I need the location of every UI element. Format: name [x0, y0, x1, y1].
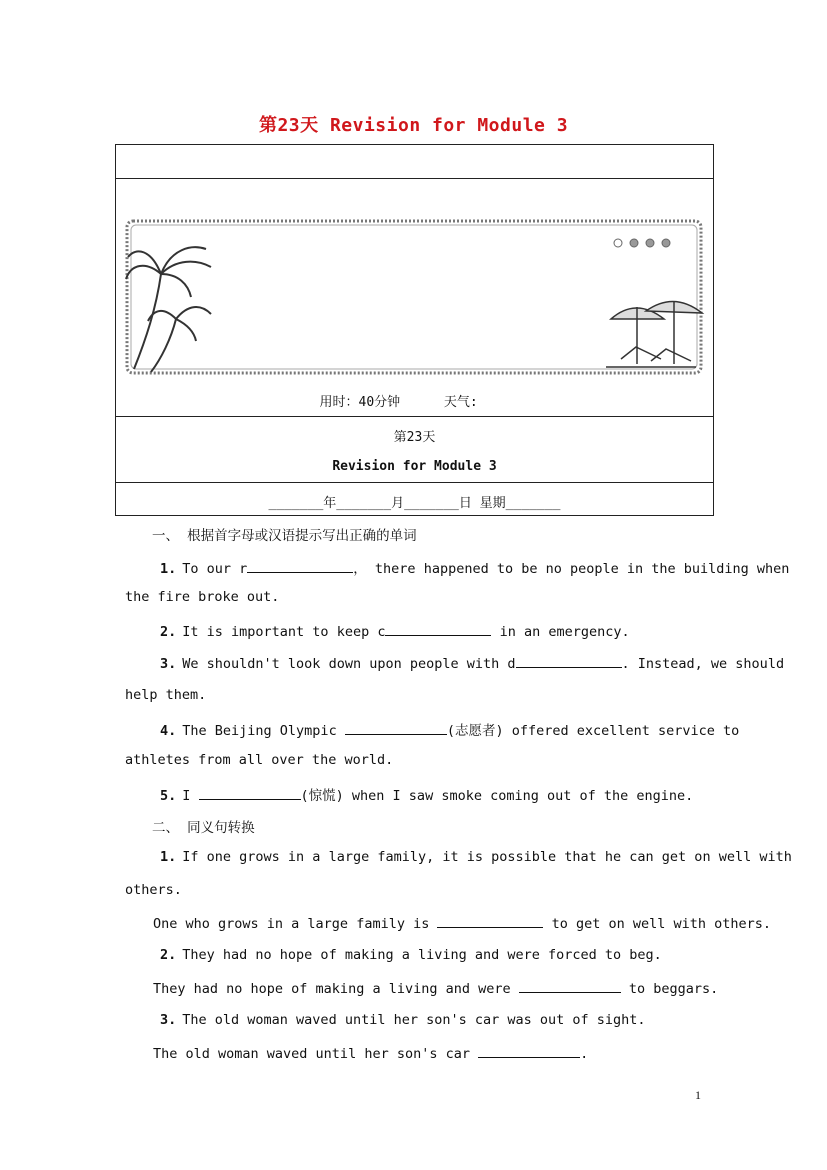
s1-item-4: 4. The Beijing Olympic (志愿者) offered excellent service to — [160, 723, 740, 739]
page-number: 1 — [695, 1088, 701, 1102]
answer-blank[interactable] — [516, 654, 622, 668]
date-line: _______年_______月_______日 星期_______ — [268, 496, 561, 511]
section1-heading: 一、 根据首字母或汉语提示写出正确的单词 — [152, 528, 417, 544]
time-weather-line — [116, 391, 713, 410]
header-day-row — [115, 416, 714, 482]
s2-item-2: 2. They had no hope of making a living and were forced to beg. — [160, 947, 662, 963]
beach-banner-illustration — [116, 179, 713, 417]
answer-blank[interactable] — [519, 979, 621, 993]
header-empty-row — [115, 144, 714, 178]
answer-blank[interactable] — [385, 622, 491, 636]
s1-item-3: 3. We shouldn't look down upon people with d . Instead, we should — [160, 656, 785, 672]
answer-blank[interactable] — [345, 721, 447, 735]
s2-item-3: 3. The old woman waved until her son's car was out of sight. — [160, 1012, 646, 1028]
time-label: 用时：40分钟 — [319, 395, 401, 410]
page-title: 第23天 Revision for Module 3 — [258, 115, 569, 136]
s2-item-1: 1. If one grows in a large family, it is possible that he can get on well with — [160, 849, 792, 865]
header-date-row — [115, 482, 714, 516]
s1-item-3-cont: help them. — [125, 687, 207, 703]
palm-tree-icon — [126, 247, 211, 372]
s1-item-2: 2. It is important to keep c in an emergency. — [160, 624, 630, 640]
s1-item-5: 5. I (惊慌) when I saw smoke coming out of the engine. — [160, 788, 694, 804]
s1-item-1: 1. To our r ， there happened to be no people in the building when — [160, 561, 790, 577]
answer-blank[interactable] — [247, 559, 353, 573]
day-label: 第23天 — [393, 430, 436, 445]
answer-blank[interactable] — [478, 1044, 580, 1058]
s1-item-1-cont: the fire broke out. — [125, 589, 280, 605]
s2-item-2-rewrite: They had no hope of making a living and were to beggars. — [153, 981, 719, 997]
section2-heading: 二、 同义句转换 — [152, 820, 255, 836]
s2-item-1-cont: others. — [125, 882, 182, 898]
header-image-row — [115, 178, 714, 416]
weather-icons — [614, 239, 670, 247]
beach-umbrella-icon — [606, 301, 702, 367]
answer-blank[interactable] — [437, 914, 543, 928]
answer-blank[interactable] — [199, 786, 301, 800]
s2-item-1-rewrite: One who grows in a large family is to get on well with others. — [153, 916, 772, 932]
weather-label: 天气: — [443, 395, 478, 410]
s2-item-3-rewrite: The old woman waved until her son's car . — [153, 1046, 589, 1062]
s1-item-4-cont: athletes from all over the world. — [125, 752, 394, 768]
module-label: Revision for Module 3 — [332, 459, 497, 474]
